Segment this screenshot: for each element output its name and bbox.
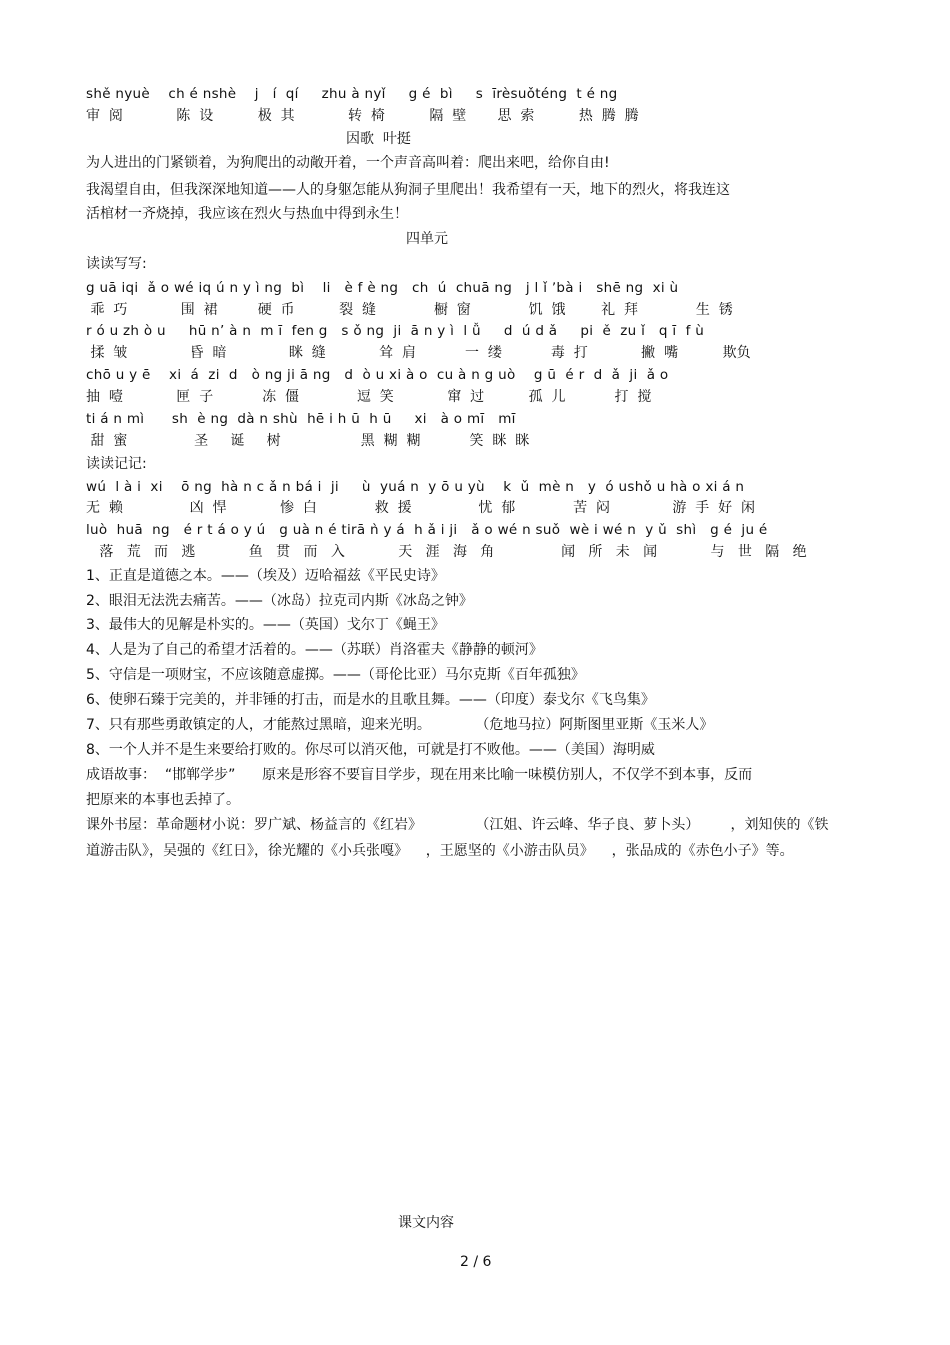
quote-7: 7、只有那些勇敢镇定的人，才能熬过黑暗，迎来光明。 （危地马拉）阿斯图里亚斯《玉米人》: [86, 717, 714, 733]
pinyin-line-6: wú l à i xi ō ng hà n c ǎ n bá i ji ù yuá n y ō u yù k ǔ mè n y ó ushǒ u hà o xi á n: [86, 479, 745, 495]
vocab-line-3: 揉 皱 昏 暗 眯 缝 耸 肩 一 缕 毒 打 撇 嘴 欺负: [86, 345, 751, 361]
poem-title: 因歌 叶挺: [346, 131, 411, 147]
reading-list-line-2: 道游击队》，吴强的《红日》，徐光耀的《小兵张嘎》 ，王愿坚的《小游击队员》 ，张品成的《赤色小子》等。: [86, 843, 794, 859]
pinyin-line-4: chō u y ē xi á zi d ò ng ji ā ng d ò u xi à o cu à n g uò g ū é r d ǎ ji ǎ o: [86, 367, 669, 383]
idiom-story-line-1: 成语故事： “邯郸学步” 原来是形容不要盲目学步，现在用来比喻一味模仿别人，不仅学不到本事，反而: [86, 767, 753, 783]
vocab-line-7: 落 荒 而 逃 鱼 贯 而 入 天 涯 海 角 闻 所 未 闻 与 世 隔 绝: [86, 544, 807, 560]
section-read-write: 读读写写:: [86, 256, 147, 272]
quote-1: 1、正直是道德之本。——（埃及）迈哈福兹《平民史诗》: [86, 568, 445, 584]
quote-8: 8、一个人并不是生来要给打败的。你尽可以消灭他，可就是打不败他。——（美国）海明威: [86, 742, 655, 758]
footer-section-title: 课文内容: [398, 1215, 454, 1231]
poem-line-2: 我渴望自由，但我深深地知道——人的身躯怎能从狗洞子里爬出！我希望有一天，地下的烈火，将我连这: [86, 182, 730, 198]
pinyin-line-3: r ó u zh ò u hū n’ à n m ī fen g s ǒ ng ji ā n y ì l ǚ d ú d ǎ pi ě zu ǐ q ī f ù: [86, 323, 705, 339]
quote-3: 3、最伟大的见解是朴实的。——（英国）戈尔丁《蝇王》: [86, 617, 445, 633]
quote-6: 6、使卵石臻于完美的，并非锤的打击，而是水的且歌且舞。——（印度）泰戈尔《飞鸟集》: [86, 692, 655, 708]
vocab-line-2: 乖 巧 围 裙 硬 币 裂 缝 橱 窗 饥 饿 礼 拜 生 锈: [86, 302, 733, 318]
vocab-line-1: 审 阅 陈 设 极 其 转 椅 隔 壁 思 索 热 腾 腾: [86, 108, 639, 124]
pinyin-line-1: shě nyuè ch é nshè j í qí zhu à nyǐ g é bì s īrèsuǒténg t é ng: [86, 86, 618, 102]
section-read-remember: 读读记记:: [86, 456, 147, 472]
vocab-line-5: 甜 蜜 圣 诞 树 黑 糊 糊 笑 眯 眯: [86, 433, 530, 449]
idiom-story-line-2: 把原来的本事也丢掉了。: [86, 792, 240, 808]
vocab-line-6: 无 赖 凶 悍 惨 白 救 援 忧 郁 苦 闷 游 手 好 闲: [86, 500, 756, 516]
quote-4: 4、人是为了自己的希望才活着的。——（苏联）肖洛霍夫《静静的顿河》: [86, 642, 543, 658]
page-number: 2 / 6: [460, 1254, 492, 1270]
poem-line-1: 为人进出的门紧锁着，为狗爬出的动敞开着，一个声音高叫着：爬出来吧，给你自由!: [86, 155, 610, 171]
poem-line-3: 活棺材一齐烧掉，我应该在烈火与热血中得到永生！: [86, 206, 408, 222]
quote-5: 5、守信是一项财宝，不应该随意虚掷。——（哥伦比亚）马尔克斯《百年孤独》: [86, 667, 585, 683]
unit-title: 四单元: [406, 231, 448, 247]
vocab-line-4: 抽 噎 匣 子 冻 僵 逗 笑 窜 过 孤 儿 打 搅: [86, 389, 652, 405]
pinyin-line-5: ti á n mì sh è ng dà n shù hē i h ū h ū xi à o mī mī: [86, 411, 516, 427]
quote-2: 2、眼泪无法洗去痛苦。——（冰岛）拉克司内斯《冰岛之钟》: [86, 593, 473, 609]
reading-list-line-1: 课外书屋：革命题材小说：罗广斌、杨益言的《红岩》 （江姐、许云峰、华子良、萝卜头） ，刘知侠的《铁: [86, 817, 829, 833]
pinyin-line-2: g uā iqi ǎ o wé iq ú n y ì ng bì li è f è ng ch ú chuā ng j l ǐ ʼbà i shē ng xi ù: [86, 280, 679, 296]
pinyin-line-7: luò huā ng é r t á o y ú g uà n é tirā ǹ y á h ǎ i ji ǎ o wé n suǒ wè i wé n y ǔ shì g é ju é: [86, 522, 768, 538]
